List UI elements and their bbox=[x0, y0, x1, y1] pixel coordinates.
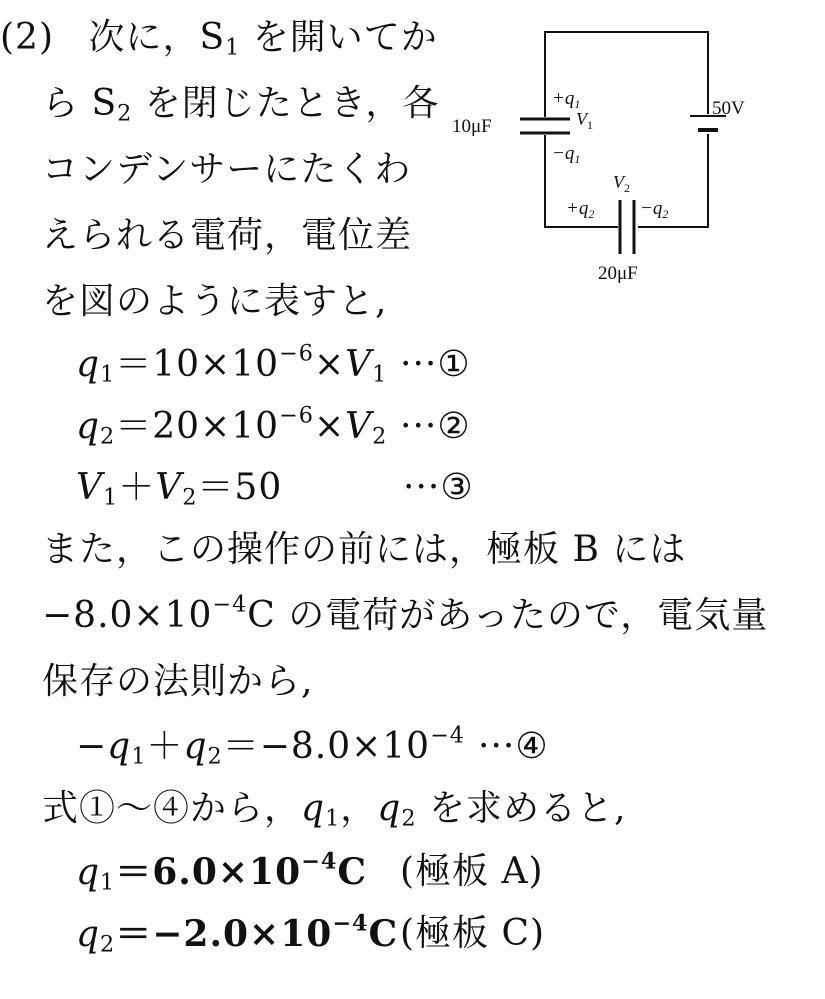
answer-1: $q_1=6.0\times 10^{-4}C$ bbox=[76, 848, 368, 896]
intro-line-5: を図のように表すと, bbox=[42, 281, 388, 322]
body-line-3: 保存の法則から, bbox=[42, 661, 314, 702]
answer-2-note: (極板 C) bbox=[400, 913, 546, 954]
equation-2: $q_2=20\times 10^{-6}\times V_2$ bbox=[76, 402, 388, 450]
answer-2: $q_2=-2.0\times 10^{-4}C$ bbox=[76, 910, 399, 958]
capacitor-2-label: 20μF bbox=[598, 263, 638, 284]
intro-line-2: ら $S_2$ を閉じたとき，各 bbox=[42, 83, 440, 127]
minus-q2-label: $-q_2$ bbox=[640, 198, 669, 221]
equation-1: $q_1=10\times 10^{-6}\times V_1$ bbox=[76, 340, 388, 388]
equation-4: $-q_1+q_2=-8.0\times 10^{-4}$ bbox=[76, 722, 465, 770]
v2-label: $V_2$ bbox=[613, 172, 630, 195]
body-line-2: $-8.0\times 10^{-4}C$ の電荷があったので，電気量 bbox=[42, 591, 769, 636]
body-line-1: また，この操作の前には，極板 B には bbox=[42, 529, 687, 570]
plus-q2-label: $+q_2$ bbox=[566, 198, 595, 221]
capacitor-1-label: 10μF bbox=[452, 116, 492, 137]
minus-q1-label: $-q_1$ bbox=[552, 143, 581, 166]
equation-3-tag: ···③ bbox=[403, 467, 474, 508]
intro-line-1: (2) 次に，$S_1$ を開いてか bbox=[0, 17, 438, 61]
circuit-diagram bbox=[448, 22, 778, 302]
equation-4-tag: ···④ bbox=[478, 726, 549, 767]
plus-q1-label: $+q_1$ bbox=[552, 88, 581, 111]
solve-line: 式①〜④から，$q_1$，$q_2$ を求めると, bbox=[42, 788, 627, 832]
v1-label: $V_1$ bbox=[576, 109, 593, 132]
battery-label: 50V bbox=[712, 98, 745, 119]
equation-2-tag: ···② bbox=[400, 406, 471, 447]
intro-line-4: えられる電荷，電位差 bbox=[42, 215, 413, 256]
equation-3: $V_1+V_2=50$ bbox=[76, 467, 283, 511]
equation-1-tag: ···① bbox=[400, 344, 471, 385]
intro-line-3: コンデンサーにたくわ bbox=[42, 149, 412, 190]
problem-number: (2) bbox=[0, 17, 54, 58]
answer-1-note: (極板 A) bbox=[400, 851, 544, 892]
